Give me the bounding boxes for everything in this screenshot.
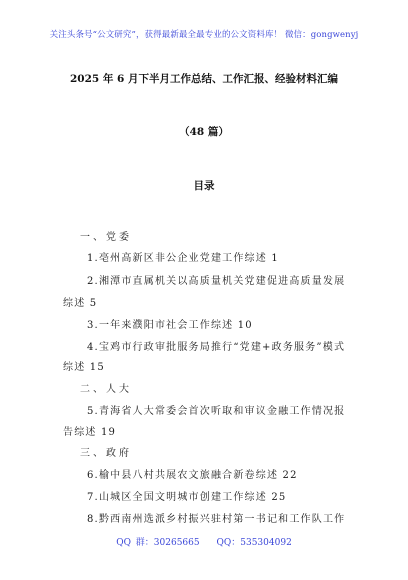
toc-item-2-continued[interactable]: 综述 5 (63, 298, 98, 309)
toc-item-5[interactable]: 5.青海省人大常委会首次听取和审议金融工作情况报 (87, 406, 346, 417)
footer-contact (0, 535, 408, 548)
toc-item-8[interactable]: 8.黔西南州选派乡村振兴驻村第一书记和工作队工作 (87, 514, 346, 525)
toc-section-npc: 二、人大 (80, 384, 132, 395)
document-count: （48 篇） (179, 126, 229, 138)
toc-item-3[interactable]: 3.一年来濮阳市社会工作综述 10 (87, 320, 253, 331)
toc-item-4-continued[interactable]: 综述 15 (63, 362, 105, 373)
toc-item-7[interactable]: 7.山城区全国文明城市创建工作综述 25 (87, 492, 287, 503)
toc-item-2[interactable]: 2.湘潭市直属机关以高质量机关党建促进高质量发展 (87, 276, 346, 287)
toc-section-government: 三、政府 (80, 448, 132, 459)
toc-item-1[interactable]: 1.亳州高新区非公企业党建工作综述 1 (87, 253, 279, 264)
toc-item-5-continued[interactable]: 告综述 19 (63, 427, 117, 438)
toc-section-party: 一、党委 (80, 232, 132, 243)
document-title: 2025 年 6 月下半月工作总结、工作汇报、经验材料汇编 (70, 73, 338, 85)
footer-qq-number: QQ：535304092 (216, 538, 292, 548)
header-banner: 关注头条号“公文研究”，获得最新最全最专业的公文资料库！ 微信：gongwenyj (49, 30, 359, 40)
footer-qq-group: QQ 群：30265665 (116, 538, 200, 548)
toc-item-6[interactable]: 6.榆中县八村共展农文旅融合新卷综述 22 (87, 470, 298, 481)
toc-heading: 目录 (193, 180, 215, 192)
toc-item-4[interactable]: 4.宝鸡市行政审批服务局推行“党建+政务服务”模式 (87, 342, 346, 353)
